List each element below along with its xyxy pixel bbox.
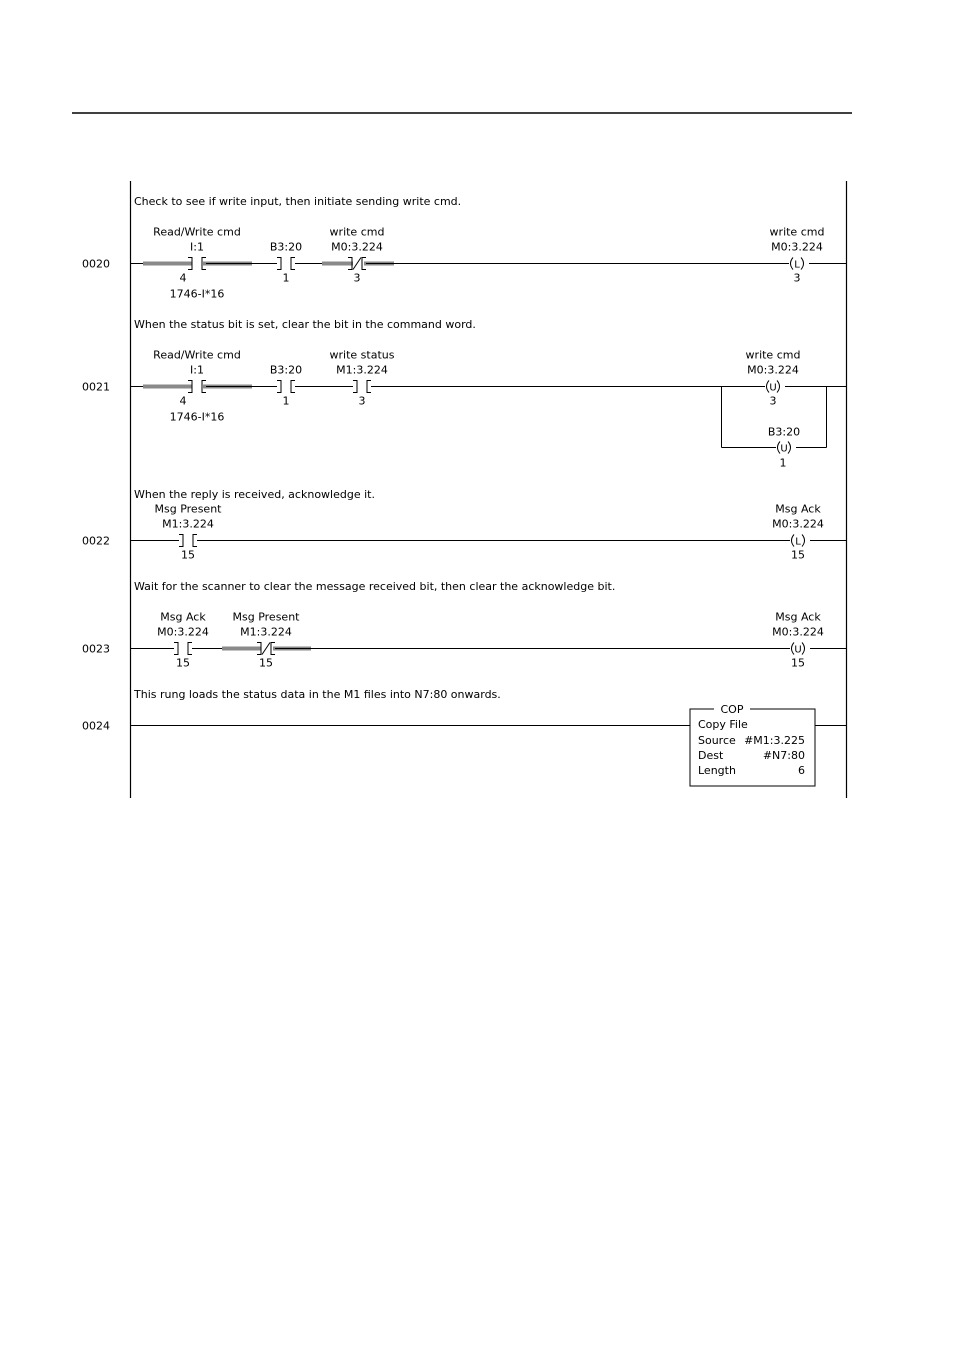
- contact-left-bracket: [179, 535, 183, 547]
- contact-no[interactable]: [155, 503, 223, 562]
- coil-address: M0:3.224: [747, 363, 799, 377]
- coil-type-letter: U: [780, 443, 788, 455]
- coil-description: Msg Ack: [775, 502, 821, 516]
- contact-address: M0:3.224: [331, 240, 383, 254]
- coil-description: Msg Ack: [775, 610, 821, 624]
- rung-comment: Wait for the scanner to clear the message received bit, then clear the acknowledge bit.: [134, 580, 616, 593]
- rung-comment: Check to see if write input, then initiate sending write cmd.: [134, 195, 462, 208]
- contact-address: M1:3.224: [240, 625, 292, 639]
- rung-number: 0024: [82, 719, 110, 733]
- contact-description: Msg Present: [232, 610, 300, 624]
- coil-type-letter: U: [769, 382, 777, 394]
- contact-left-bracket: [277, 381, 281, 393]
- coil-bit: 15: [791, 656, 805, 670]
- coil-u-branch[interactable]: [768, 426, 800, 470]
- contact-address: M0:3.224: [157, 625, 209, 639]
- coil-l[interactable]: [772, 503, 824, 562]
- contact-no[interactable]: [157, 611, 209, 670]
- contact-right-bracket: [291, 381, 295, 393]
- cop-instruction-block[interactable]: [690, 703, 815, 786]
- contact-bit: 3: [358, 394, 366, 408]
- coil-address: M0:3.224: [771, 240, 823, 254]
- rung-comment: This rung loads the status data in the M1 files into N7:80 onwards.: [134, 688, 501, 701]
- contact-module: 1746-I*16: [169, 410, 225, 424]
- block-param-value: #M1:3.225: [744, 734, 805, 747]
- contact-description: Msg Present: [154, 502, 222, 516]
- contact-address: I:1: [190, 240, 204, 254]
- contact-bit: 1: [282, 394, 290, 408]
- contact-right-bracket: [193, 535, 197, 547]
- coil-right-arc: [802, 535, 805, 547]
- block-param-label: Dest: [698, 749, 724, 762]
- block-mnemonic: COP: [720, 703, 744, 716]
- coil-left-arc: [791, 258, 794, 270]
- contact-address: B3:20: [269, 240, 303, 254]
- coil-right-arc: [788, 442, 791, 454]
- coil-type-letter: U: [794, 644, 802, 656]
- rung-0022: [82, 488, 847, 562]
- contact-no[interactable]: [270, 364, 302, 408]
- contact-address: I:1: [190, 363, 204, 377]
- coil-bit: 15: [791, 548, 805, 562]
- block-param-label: Source: [698, 734, 736, 747]
- rung-0021: [82, 318, 847, 470]
- coil-l[interactable]: [770, 226, 825, 285]
- rung-0020: [82, 195, 847, 301]
- rung-comment: When the reply is received, acknowledge it.: [134, 488, 375, 501]
- contact-right-bracket: [291, 258, 295, 270]
- contact-description: Read/Write cmd: [153, 225, 241, 239]
- coil-u[interactable]: [746, 349, 801, 408]
- contact-nc[interactable]: [222, 611, 311, 670]
- rung-number: 0021: [82, 380, 110, 394]
- contact-right-bracket: [367, 381, 371, 393]
- rung-0023: [82, 580, 847, 670]
- rung-number: 0020: [82, 257, 110, 271]
- contact-nc-slash: [353, 258, 361, 270]
- coil-address: M0:3.224: [772, 517, 824, 531]
- contact-address: B3:20: [269, 363, 303, 377]
- coil-left-arc: [792, 535, 795, 547]
- rung-number: 0022: [82, 534, 110, 548]
- contact-no[interactable]: [330, 349, 395, 408]
- contact-left-bracket: [353, 381, 357, 393]
- coil-address: M0:3.224: [772, 625, 824, 639]
- coil-type-letter: L: [794, 259, 800, 271]
- coil-right-arc: [802, 643, 805, 655]
- rung-number: 0023: [82, 642, 110, 656]
- contact-left-bracket: [277, 258, 281, 270]
- coil-description: write cmd: [769, 225, 825, 239]
- contact-bit: 15: [259, 656, 273, 670]
- block-param-label: Length: [698, 764, 736, 777]
- coil-type-letter: L: [795, 536, 801, 548]
- coil-description: write cmd: [745, 348, 801, 362]
- contact-bit: 15: [176, 656, 190, 670]
- contact-description: Msg Ack: [160, 610, 206, 624]
- contact-left-bracket: [174, 643, 178, 655]
- rung-comment: When the status bit is set, clear the bit in the command word.: [134, 318, 476, 331]
- coil-bit: 1: [779, 456, 787, 470]
- contact-bit: 3: [353, 271, 361, 285]
- contact-description: Read/Write cmd: [153, 348, 241, 362]
- contact-bit: 4: [179, 271, 187, 285]
- contact-no[interactable]: [270, 241, 302, 285]
- coil-bit: 3: [793, 271, 801, 285]
- contact-bit: 1: [282, 271, 290, 285]
- coil-address: B3:20: [767, 425, 801, 439]
- rung-0024: [82, 688, 847, 786]
- contact-description: write status: [329, 348, 395, 362]
- contact-nc[interactable]: [322, 226, 394, 285]
- contact-description: write cmd: [329, 225, 385, 239]
- coil-bit: 3: [769, 394, 777, 408]
- contact-address: M1:3.224: [162, 517, 214, 531]
- block-param-value: 6: [798, 764, 805, 777]
- block-name: Copy File: [698, 718, 748, 731]
- contact-address: M1:3.224: [336, 363, 388, 377]
- coil-right-arc: [777, 381, 780, 393]
- block-param-value: #N7:80: [762, 749, 805, 762]
- coil-right-arc: [801, 258, 804, 270]
- contact-module: 1746-I*16: [169, 287, 225, 301]
- coil-u[interactable]: [772, 611, 824, 670]
- contact-nc-slash: [262, 643, 270, 655]
- contact-bit: 15: [181, 548, 195, 562]
- contact-bit: 4: [179, 394, 187, 408]
- contact-right-bracket: [188, 643, 192, 655]
